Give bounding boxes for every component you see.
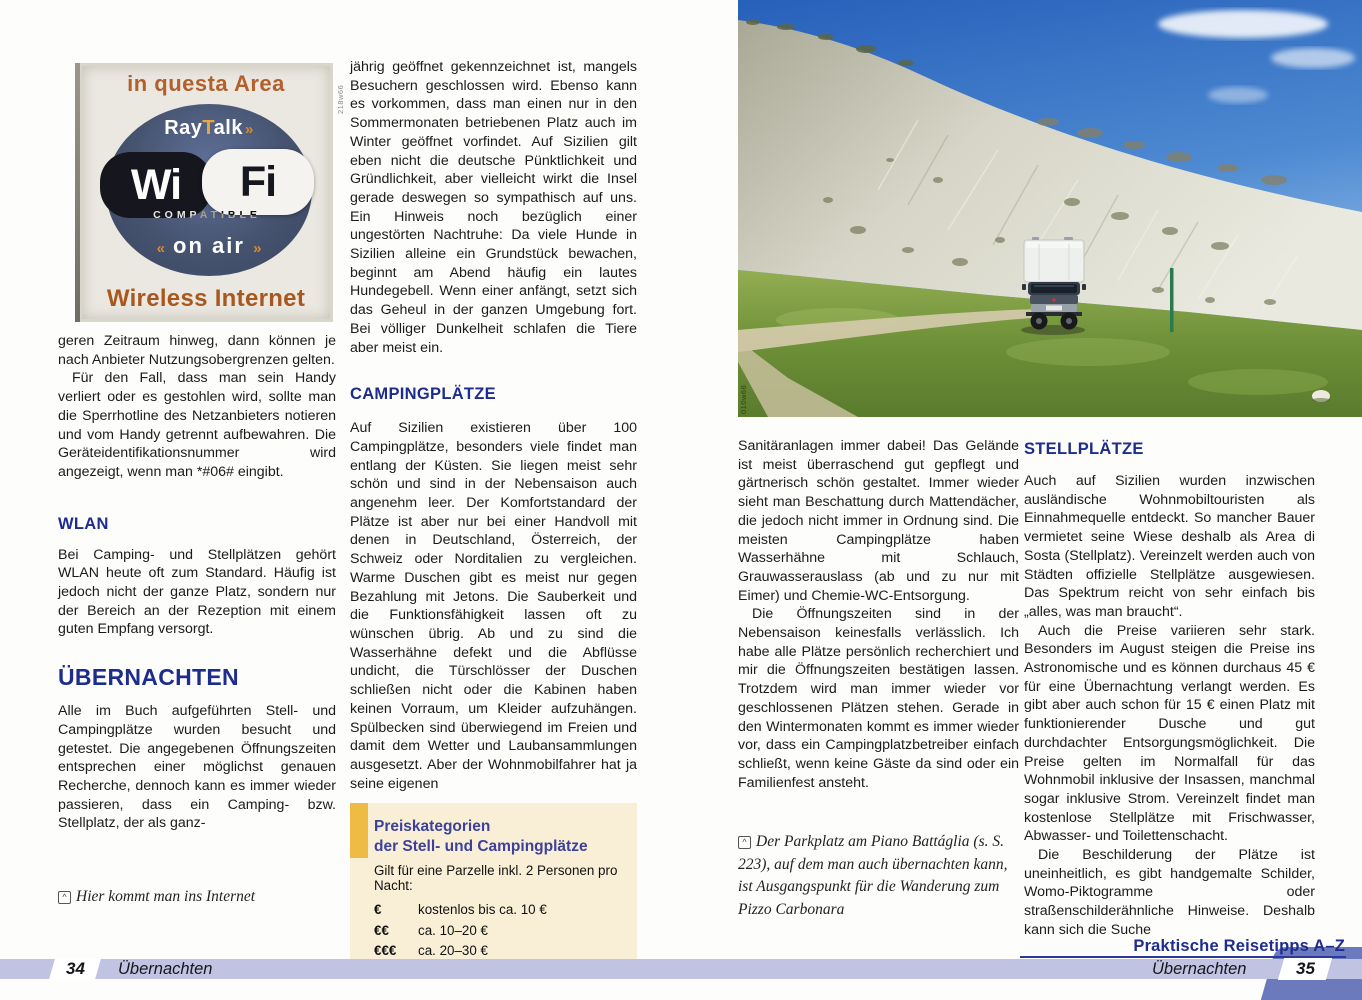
paragraph: Alle im Buch aufgeführten Stell- und Campingplätze wurden besucht und getestet. Die angegebenen Öffnungszeiten entsprechen einer möglichst genauen Recherche, dennoch kann es immer wieder passieren, dass ein Camping- bzw. Stellplatz, der als ganz- — [58, 703, 336, 832]
wifi-oval-logo — [106, 104, 312, 276]
paragraph: Für den Fall, dass man sein Handy verliert oder es gestohlen wird, sollte man die Sperrhotline des Netzanbieters notieren und vom Handy getrennt aufbewahren. Die Geräteidentifikationsnummer wird angezeigt, wenn man *#06# eingibt. — [58, 370, 336, 480]
accent-bar — [350, 803, 368, 858]
left-page-column-2 — [350, 58, 637, 970]
compatible-text: COMPATIBLE — [153, 209, 261, 221]
footer-underline — [1020, 956, 1346, 958]
caption-text: Hier kommt man ins Internet — [76, 888, 256, 905]
paragraph: Die Beschilderung der Plätze ist uneinheitlich, es gibt handgemalte Schilder, Womo-Piktogramme oder straßenschilderähnliche Hinweise. Deshalb kann sich die Suche — [1024, 847, 1315, 938]
page-number-right — [1278, 958, 1332, 980]
heading-wlan: WLAN — [58, 514, 109, 533]
heading-uebernachten: ÜBERNACHTEN — [58, 664, 239, 691]
photo-ref-up-icon — [738, 836, 751, 849]
right-page-column-2 — [1024, 437, 1315, 940]
photo-caption-left — [58, 886, 340, 909]
wifi-sign-photo — [75, 63, 333, 322]
price-row — [374, 921, 627, 942]
page-number-text: 34 — [65, 959, 85, 978]
wifi-logo — [100, 149, 318, 221]
signal-waves-left-icon: « — [156, 240, 165, 257]
sign-bottom-text: Wireless Internet — [106, 285, 306, 312]
price-box-title — [374, 817, 627, 856]
signal-waves-right-icon: » — [253, 240, 262, 257]
wifi-fi-text: Fi — [239, 157, 277, 206]
raytalk-logo — [106, 117, 312, 140]
paragraph: jährig geöffnet gekennzeichnet ist, mangels Besuchern geschlossen wird. Ebenso kann es vorkommen, dass man einen nur in den Sommermonaten betriebenen Platz auch im Winter geöffnet vorfindet. Auf Sizilien gilt eben nicht die deutsche Pünktlichkeit und Gründlichkeit, aber vielleicht wirkt die Insel gerade deswegen so sympathisch auf uns. Ein Hinweis noch bezüglich einer ungestörten Nachtruhe: Da viele Hunde in Sizilien alleine ein Grundstück bewachen, beginnt am Abend häufig ein lautes Hundegebell. Wenn einer anfängt, setzt sich das Geheul in der ganzen Umgebung fort. Bei völliger Dunkelheit schlafen die Tiere aber meist ein. — [350, 59, 637, 356]
raytalk-text: Ray — [164, 117, 203, 139]
heading-stellplaetze: STELLPLÄTZE — [1024, 440, 1144, 458]
price-box-title-line1: Preiskategorien — [374, 818, 491, 836]
right-page-column-1 — [738, 437, 1019, 792]
on-air-label: on air — [173, 233, 245, 258]
footer-section-left: Übernachten — [118, 960, 213, 978]
camper-hillside-illustration — [738, 0, 1362, 417]
price-label: ca. 10–20 € — [418, 922, 488, 938]
paragraph: geren Zeitraum hinweg, dann können je nach Anbieter Nutzungsobergrenzen gelten. — [58, 333, 336, 368]
page-number-text: 35 — [1295, 959, 1315, 978]
price-symbol: €€€ — [374, 943, 397, 959]
wifi-sign — [82, 66, 330, 319]
price-symbol: € — [374, 902, 382, 918]
footer-chapter-title: Praktische Reisetipps A–Z — [1133, 937, 1345, 955]
wifi-wi-text: Wi — [130, 160, 182, 209]
photo-credit-right: 010w66 — [739, 384, 748, 414]
paragraph: Auch auf Sizilien wurden inzwischen ausländische Wohnmobiltouristen als Einnahmequelle entdeckt. So mancher Bauer vermietet seine Wiese deshalb als Area di Sosta (Stellplatz). Vereinzelt werden auch von Städten offizielle Stellplätze ausgewiesen. Das Spektrum reicht von sehr einfach bis „alles, was man braucht“. — [1024, 473, 1315, 620]
paragraph: Bei Camping- und Stellplätzen gehört WLAN heute oft zum Standard. Häufig ist jedoch nicht der ganze Platz, sondern nur der Bereich an der Rezeption mit einem guten Empfang versorgt. — [58, 546, 336, 638]
caption-text: Der Parkplatz am Piano Battáglia (s. S. 223), auf dem man auch übernachten kann, ist Ausgangspunkt für die Wanderung zum Pizzo Carbonara — [738, 833, 1008, 918]
raytalk-text2: alk — [213, 117, 243, 139]
price-categories-box — [350, 803, 637, 970]
left-page-column-1 — [58, 332, 336, 833]
price-symbol: €€ — [374, 922, 389, 938]
raytalk-t: T — [202, 117, 214, 139]
heading-campingplaetze: CAMPINGPLÄTZE — [350, 385, 496, 404]
sign-top-text: in questa Area — [127, 71, 285, 96]
camper-hillside-photo — [738, 0, 1362, 417]
photo-caption-right — [738, 831, 1020, 921]
signal-waves-icon: » — [244, 121, 254, 138]
paragraph: Auch die Preise variieren sehr stark. Besonders im August steigen die Preise ins Astronomische und es können durchaus 45 € für eine Übernachtung verlangt werden. Es gibt aber auch schon für 15 € einen Platz mit funktionierender Dusche und gut durchdachter Entsorgungsmöglichkeit. Die Preise gelten im Normalfall für das Wohnmobil inklusive der Insassen, manchmal sogar inklusive Strom. Vereinzelt findet man kostenlose Stellplätze mit Frischwasser, Abwasser- und Toilettenschacht. — [1024, 622, 1315, 845]
footer-section-right: Übernachten — [1152, 960, 1247, 978]
photo-credit-left: 218w66 — [336, 84, 345, 114]
page-number-left — [49, 958, 101, 980]
price-row — [374, 900, 627, 921]
wifi-fi-block — [202, 149, 314, 215]
paragraph: Auf Sizilien existieren über 100 Campingplätze, besonders viele findet man entlang der Küsten. Sie liegen meist sehr schön und sind in der Nebensaison auch angenehm leer. Der Komfortstandard der Plätze ist aber nur bei einer Handvoll mit denen in Deutschland, Österreich, der Schweiz oder Norditalien zu vergleichen. Warme Duschen gibt es meist nur gegen Bezahlung mit Jetons. Die Sauberkeit und die Funktionsfähigkeit lassen oft zu wünschen übrig. Ab und zu sind die Wasserhähne defekt und die Abflüsse undicht, die Türschlösser der Duschen schließen nicht oder die Kabinen haben keinen Vorraum, um Kleider aufzuhängen. Spülbecken sind überwiegend im Freien und damit dem Wetter und Laubansammlungen ausgesetzt. Aber der Wohnmobilfahrer hat ja seine eigenen — [350, 420, 637, 792]
on-air-text — [106, 233, 312, 259]
photo-ref-up-icon — [58, 891, 71, 904]
price-label: kostenlos bis ca. 10 € — [418, 902, 547, 918]
paragraph: Sanitäranlagen immer dabei! Das Gelände ist meist überraschend gut gepflegt und gärtnerisch schön gestaltet. Immer wieder sieht man Beschattung durch Mattendächer, die jedoch nicht immer in Ordnung sind. Die meisten Campingplätze haben Wasserhähne mit Schlauch, Grauwasserauslass (ab und zu nur mit Eimer) und Chemie-WC-Entsorgung. — [738, 438, 1019, 604]
price-box-title-line2: der Stell- und Campingplätze — [374, 837, 588, 855]
price-box-intro: Gilt für eine Parzelle inkl. 2 Personen pro Nacht: — [374, 863, 618, 894]
paragraph: Die Öffnungszeiten sind in der Nebensaison keinesfalls verlässlich. Ich habe alle Plätze persönlich recherchiert und mir die Öffnungszeiten bestätigen lassen. Trotzdem wird man immer wieder vor geschlossenen Plätzen stehen. Gerade in den Wintermonaten kommt es immer wieder vor, dass ein Campingplatzbetreiber einfach schließt, wenn keine Gäste da sind oder ein Familienfest ansteht. — [738, 606, 1019, 791]
price-label: ca. 20–30 € — [418, 943, 488, 959]
